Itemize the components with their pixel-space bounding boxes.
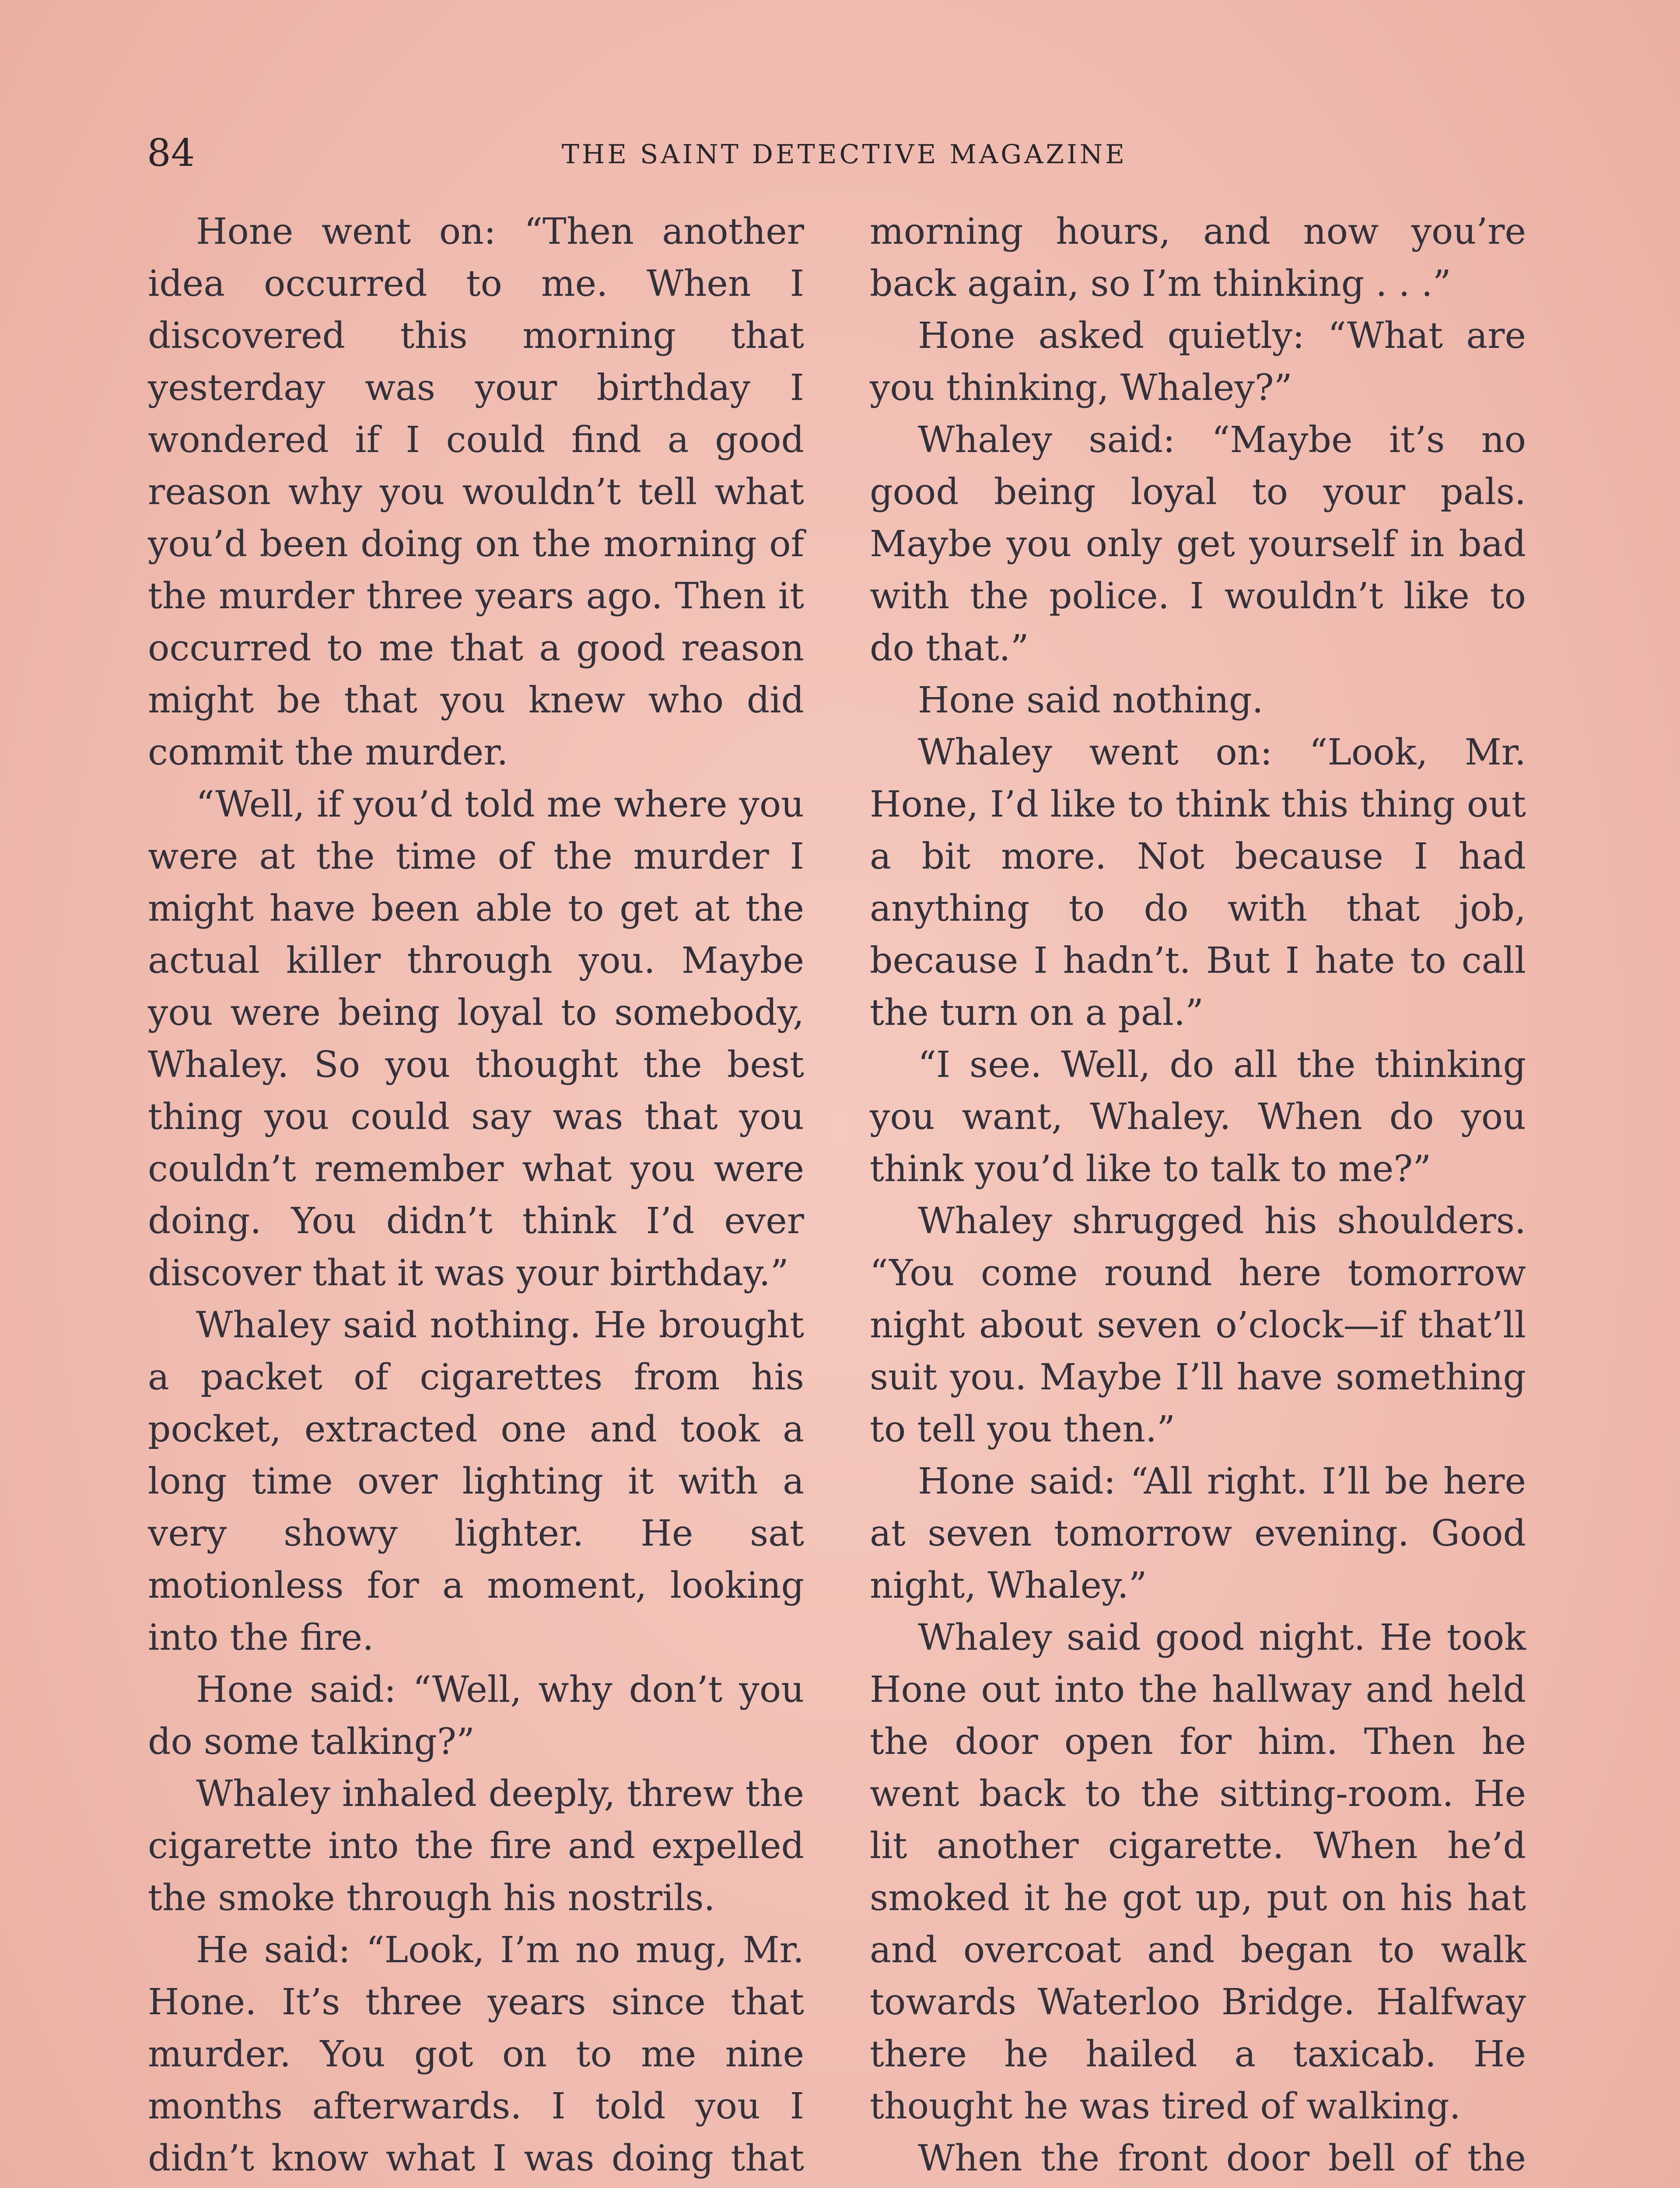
- paragraph: Whaley said nothing. He brought a packet of cigarettes from his pocket, extracted one and took a long time over lighting it with a very showy lighter. He sat motionless for a moment, looking into the fire.: [148, 1304, 804, 1659]
- paragraph: “I see. Well, do all the thinking you want, Whaley. When do you think you’d like to talk to me?”: [870, 1044, 1526, 1190]
- paragraph: Whaley said: “Maybe it’s no good being loyal to your pals. Maybe you only get yourself in bad with the police. I wouldn’t like to do that.”: [870, 419, 1526, 669]
- paragraph: Hone said nothing.: [918, 680, 1264, 721]
- paragraph: Whaley shrugged his shoulders. “You come round here tomorrow night about seven o’clock—if that’ll suit you. Maybe I’ll have something to tell you then.”: [870, 1200, 1526, 1450]
- paragraph: He said: “Look, I’m no mug, Mr. Hone. It’s three years since that murder. You got on to me nine months afterwards. I told you I didn’t know what I was doing that: [148, 1929, 804, 2179]
- paragraph: When the front door bell of the: [918, 2138, 1526, 2179]
- paragraph: Whaley went on: “Look, Mr. Hone, I’d like to think this thing out a bit more. Not because I had anything to do with that job, because I hadn’t. But I hate to call the turn on a pal.”: [870, 732, 1526, 1034]
- paragraph: Hone went on: “Then another idea occurred to me. When I discovered this morning that yesterday was your birthday I wondered if I could find a good reason why you wouldn’t tell what you’d been doing on the morning of the murder three years ago. Then it occurred to me that a good reason might be that you knew who did commit the murder.: [148, 211, 804, 773]
- paragraph: “Well, if you’d told me where you were at the time of the murder I might have been able to get at the actual killer through you. Maybe you were being loyal to somebody, Whaley. So you thought the best thing you could say was that you couldn’t remember what you were doing. You didn’t think I’d ever discover that it was your birthday.”: [148, 784, 804, 1294]
- left-column: [148, 206, 804, 2188]
- paragraph: Hone asked quietly: “What are you thinking, Whaley?”: [870, 315, 1526, 409]
- paragraph: Hone said: “All right. I’ll be here at seven tomorrow evening. Good night, Whaley.”: [870, 1461, 1526, 1606]
- page-number: 84: [147, 131, 195, 175]
- paragraph: Whaley said good night. He took Hone out into the hallway and held the door open for him. Then he went back to the sitting-room. He lit another cigarette. When he’d smoked it he got up, put on his hat and overcoat and began to walk towards Waterloo Bridge. Halfway there he hailed a taxicab. He thought he was tired of walking.: [870, 1617, 1526, 2127]
- paragraph: morning hours, and now you’re back again, so I’m thinking . . .”: [870, 211, 1526, 305]
- right-column: [870, 206, 1526, 2188]
- paragraph: Whaley inhaled deeply, threw the cigarette into the fire and expelled the smoke through his nostrils.: [148, 1773, 804, 1919]
- paragraph: Hone said: “Well, why don’t you do some talking?”: [148, 1669, 804, 1763]
- running-head: THE SAINT DETECTIVE MAGAZINE: [561, 139, 1127, 170]
